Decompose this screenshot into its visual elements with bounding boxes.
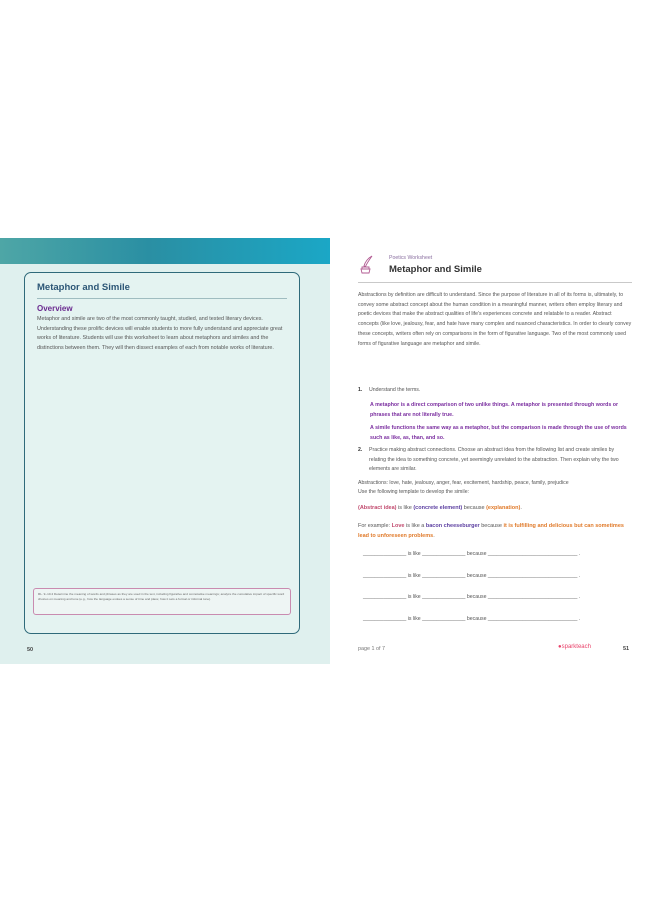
brand-logo <box>558 644 591 650</box>
simile-definition: A simile functions the same way as a metaphor, but the comparison is made through the use of words such as like, as, than, and so. <box>370 425 627 441</box>
step-2-text: Practice making abstract connections. Choose an abstract idea from the following list and create similes by relating the idea to something concrete, yet seemingly unrelated to the abstraction. Then explain why the two elements are similar. <box>369 447 619 473</box>
template-end: . <box>520 505 522 511</box>
abstractions-block <box>358 479 632 498</box>
template-abstract: (Abstract idea) <box>358 505 397 511</box>
brand-dot-icon: ● <box>558 644 562 650</box>
page-of-label: page 1 of 7 <box>358 646 385 652</box>
example-bacon: bacon cheeseburger <box>425 523 480 529</box>
example-explanation: it is fulfilling and delicious but can sometimes lead to unforeseen problems <box>358 523 624 539</box>
template-explanation: (explanation) <box>486 505 521 511</box>
example-end: . <box>433 532 435 539</box>
intro-paragraph: Abstractions by definition are difficult to understand. Since the purpose of literature in all of its forms is, ultimately, to convey some abstract concept about the human condition in a meaningful manner, writers often employ literary and poetic devices that make the abstract qualities of life's experiences concrete and relatable to a reader. Abstract concepts (like love, jealousy, fear, and hate have many complex and nuanced characteristics. In order to clearly convey these concepts, writers often rely on comparisons in the form of figurative language. Two of the most commonly used forms of figurative language are metaphor and simile. <box>358 292 632 347</box>
title-divider <box>358 282 632 283</box>
left-page-number: 50 <box>27 647 34 653</box>
card-divider <box>37 298 287 299</box>
standard-box <box>33 588 291 615</box>
simile-blank-line-1[interactable]: _______________ is like _______________ because _______________________________ . <box>363 551 581 557</box>
header-band <box>0 238 330 264</box>
template-is-like: is like <box>396 505 414 511</box>
example-is-like: is like a <box>404 523 426 529</box>
right-page-number: 51 <box>623 646 630 652</box>
simile-blank-line-4[interactable]: _______________ is like _______________ because _______________________________ . <box>363 616 581 622</box>
step-1 <box>358 387 420 393</box>
simile-blank-line-2[interactable]: _______________ is like _______________ because _______________________________ . <box>363 573 581 579</box>
step-2-num: 2. <box>358 447 363 453</box>
overview-card <box>24 272 300 634</box>
quill-inkwell-icon <box>359 255 374 274</box>
right-page <box>330 238 660 664</box>
left-page <box>0 238 330 664</box>
example-love: Love <box>391 523 405 529</box>
worksheet-title: Metaphor and Simile <box>389 264 482 275</box>
simile-template <box>358 505 522 511</box>
card-title: Metaphor and Simile <box>37 282 130 293</box>
simile-blank-line-3[interactable]: _______________ is like _______________ because _______________________________ . <box>363 594 581 600</box>
template-instruction: Use the following template to develop the simile: <box>358 489 470 496</box>
example-sentence <box>358 522 632 542</box>
abstractions-list: Abstractions: love, hate, jealousy, anger, fear, excitement, hardship, peace, family, prejudice <box>358 480 569 486</box>
step-1-text: Understand the terms. <box>369 387 421 393</box>
standard-text: RL. 9–10.4 Determine the meaning of words and phrases as they are used in the text, including figurative and connotative meanings; analyze the cumulative impact of specific word choices on meaning and tone (e.g., how the language evokes a sense of time and place; how it sets a formal or informal tone). <box>38 592 285 601</box>
overview-heading: Overview <box>37 304 73 313</box>
book-spread <box>0 238 660 664</box>
template-because: because <box>462 505 487 511</box>
series-label: Poetics Worksheet <box>389 255 433 261</box>
brand-name: sparkteach <box>561 644 591 650</box>
metaphor-definition: A metaphor is a direct comparison of two unlike things. A metaphor is presented through words or phrases that are not literally true. <box>370 402 619 418</box>
example-because: because <box>479 523 504 529</box>
step-2-number <box>358 447 369 453</box>
template-concrete: (concrete element) <box>413 505 463 511</box>
example-lead: For example: <box>358 523 392 529</box>
step-1-number: 1. <box>358 387 363 393</box>
overview-text: Metaphor and simile are two of the most commonly taught, studied, and tested literary devices. Understanding these prolific devices will enable students to more fully understand and appreciate great works of literature. Students will use this worksheet to learn about metaphors and similes and the distinctions between them. They will then dissect examples of each from notable works of literature. <box>37 316 283 351</box>
